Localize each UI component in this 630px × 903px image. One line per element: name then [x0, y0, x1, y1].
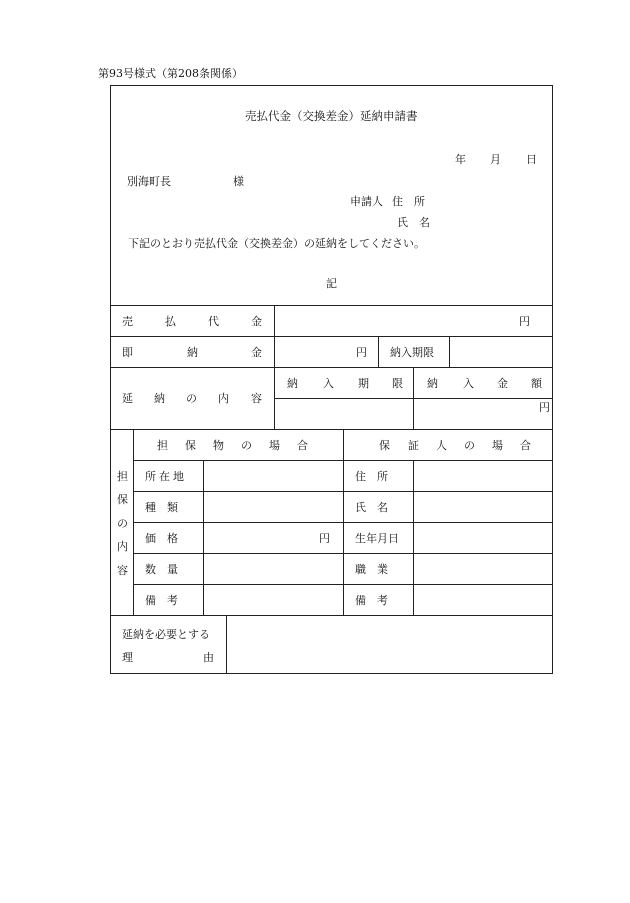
- rule: [133, 429, 134, 615]
- deferral-label-char: の: [186, 392, 197, 405]
- guarantor-row-label: 氏 名: [355, 501, 388, 514]
- guarantor-header-char: 場: [492, 439, 503, 452]
- form-title: 売払代金（交換差金）延納申請書: [245, 109, 418, 123]
- guarantor-header-char: 保: [379, 439, 390, 452]
- rule: [413, 460, 414, 615]
- date-year: 年: [455, 153, 466, 166]
- guarantor-row-label: 職 業: [355, 563, 388, 576]
- collateral-side-label-char: 内: [117, 540, 128, 553]
- addressee-honorific: 様: [233, 175, 244, 188]
- rule: [110, 429, 553, 430]
- sale-price-unit: 円: [519, 315, 530, 328]
- date-month: 月: [490, 153, 501, 166]
- rule: [110, 305, 553, 306]
- sale-price-label-char: 払: [165, 315, 176, 328]
- property-header-char: 合: [297, 439, 308, 452]
- form-number: 第93号様式（第208条関係）: [98, 67, 243, 80]
- property-row-label: 価 格: [145, 532, 178, 545]
- rule: [110, 367, 553, 368]
- payment-period-header-char: 期: [358, 377, 369, 390]
- guarantor-header-char: の: [464, 439, 475, 452]
- payment-period-header-char: 入: [323, 377, 334, 390]
- property-row-label: 種 類: [145, 501, 178, 514]
- guarantor-header-char: 証: [408, 439, 419, 452]
- property-row-label: 備 考: [145, 594, 178, 607]
- guarantor-row-label: 生年月日: [355, 532, 399, 545]
- rule: [274, 305, 275, 429]
- rule: [203, 460, 204, 615]
- applicant-label: 申請人: [350, 195, 383, 208]
- collateral-side-label-char: 容: [117, 564, 128, 577]
- payment-deadline-label: 納入期限: [390, 346, 434, 359]
- deferral-label-char: 納: [154, 392, 165, 405]
- property-header-char: 場: [269, 439, 280, 452]
- deferral-label-char: 容: [251, 392, 262, 405]
- property-row-label: 数 量: [145, 563, 178, 576]
- payment-period-header-char: 限: [392, 377, 403, 390]
- collateral-side-label-char: 担: [117, 470, 128, 483]
- reason-label-char: 由: [203, 651, 214, 664]
- price-unit: 円: [319, 532, 330, 545]
- deferral-label-char: 内: [218, 392, 229, 405]
- rule: [343, 429, 344, 615]
- guarantor-header-char: 人: [436, 439, 447, 452]
- rule: [413, 367, 414, 429]
- payment-amount-header-char: 入: [463, 377, 474, 390]
- payment-amount-header-char: 額: [531, 377, 542, 390]
- guarantor-header-char: 合: [520, 439, 531, 452]
- sale-price-label-char: 売: [122, 315, 133, 328]
- payment-period-header-char: 納: [287, 377, 298, 390]
- sale-price-label-char: 代: [208, 315, 219, 328]
- payment-amount-header-char: 金: [497, 377, 508, 390]
- applicant-address-label: 住 所: [392, 195, 425, 208]
- payment-amount-header-char: 納: [427, 377, 438, 390]
- ki-marker: 記: [326, 277, 337, 290]
- date-day: 日: [526, 153, 537, 166]
- property-header-char: 担: [157, 439, 168, 452]
- reason-label-line1: 延納を必要とする: [122, 628, 210, 641]
- immediate-payment-label-char: 即: [122, 346, 133, 359]
- rule: [110, 615, 553, 616]
- collateral-side-label-char: の: [117, 517, 128, 530]
- immediate-payment-unit: 円: [356, 346, 367, 359]
- applicant-name-label: 氏 名: [397, 216, 430, 229]
- payment-amount-unit: 円: [539, 401, 550, 414]
- immediate-payment-label-char: 納: [187, 346, 198, 359]
- addressee-name: 別海町長: [127, 175, 171, 188]
- deferral-label-char: 延: [122, 392, 133, 405]
- intro-text: 下記のとおり売払代金（交換差金）の延納をしてください。: [128, 237, 425, 250]
- sale-price-label-char: 金: [251, 315, 262, 328]
- rule: [378, 336, 379, 367]
- property-header-char: 保: [185, 439, 196, 452]
- guarantor-row-label: 備 考: [355, 594, 388, 607]
- collateral-side-label-char: 保: [117, 493, 128, 506]
- rule: [110, 336, 553, 337]
- guarantor-row-label: 住 所: [355, 470, 388, 483]
- reason-label-char: 理: [122, 651, 133, 664]
- property-row-label: 所在地: [145, 470, 187, 483]
- property-header-char: 物: [213, 439, 224, 452]
- rule: [449, 336, 450, 367]
- immediate-payment-label-char: 金: [251, 346, 262, 359]
- rule: [226, 615, 227, 674]
- property-header-char: の: [241, 439, 252, 452]
